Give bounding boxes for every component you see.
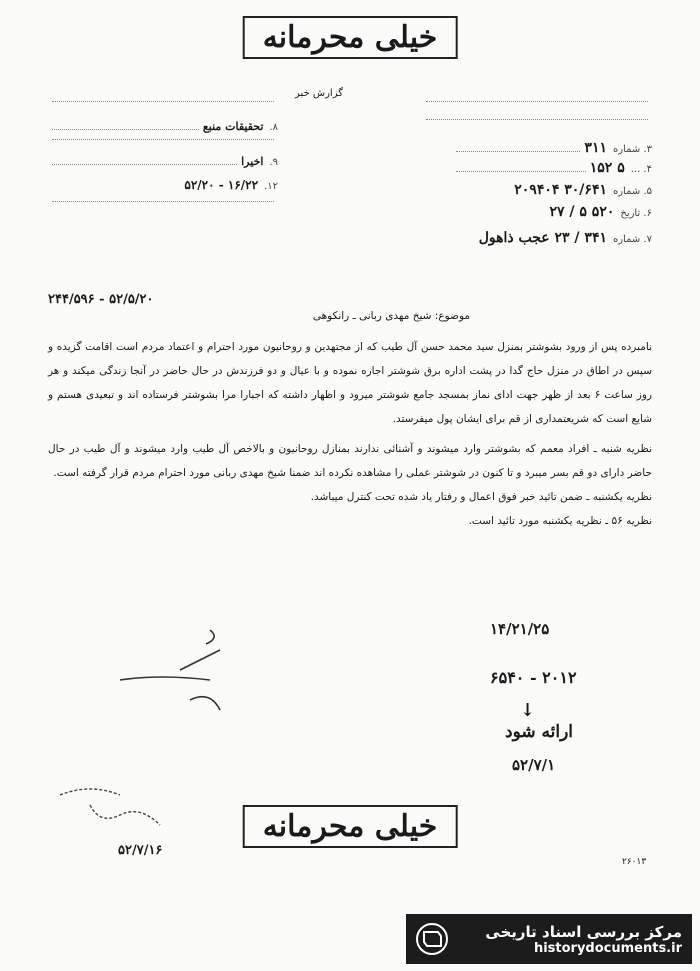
field-row: ۷. شماره ۳۴۱ / ۲۳ عجب ذاهول bbox=[478, 230, 652, 246]
field-row bbox=[422, 118, 652, 120]
field-row: ۸. تحقیقات منبع bbox=[48, 120, 278, 133]
body-paragraph: نامبرده پس از ورود بشوشتر بمنزل سید محمد حسن آل طیب که از مجتهدین و روحانیون مورد احترام و اعتماد مردم است اقامت گزیده و سپس در اطاق در منزل حاج گدا در پشت اداره برق شوشتر اجاره نموده و با عیال و دو فرزندش در حال حاضر در آنجا زندگی میکند و هر روز ساعت ۶ بعد از ظهر جهت ادای نماز بمسجد جامع شوشتر میرود و اظهار داشته که اجبارا مرا بشوشتر فرستاده اند و تبعیدی هستم و شایع است که شریعتمداری از قم برای ایشان پول میفرستد. bbox=[48, 341, 652, 425]
field-row: ۹. اخیرا bbox=[48, 155, 278, 168]
handwritten-archive-date: ۵۲/۷/۱ bbox=[512, 756, 556, 774]
field-row: ۴. ... ۵ ۱۵۲ bbox=[452, 160, 652, 176]
classification-stamp-bottom: خیلی محرمانه bbox=[243, 805, 458, 848]
report-body bbox=[48, 335, 652, 533]
report-header: گزارش خبر bbox=[295, 88, 343, 99]
footer-url: historydocuments.ir bbox=[533, 940, 682, 956]
body-paragraph: نظریه ۵۶ ـ نظریه یکشنبه مورد تائید است. bbox=[468, 515, 652, 527]
field-row: ۱۲. ۱۶/۲۲ - ۵۲/۲۰ bbox=[184, 178, 278, 192]
field-row: ۵. شماره ۳۰/۶۴۱ ۲۰۹۴۰۴ bbox=[514, 182, 652, 198]
field-row bbox=[422, 100, 652, 102]
field-row: ۳. شماره ۳۱۱ bbox=[452, 140, 652, 156]
page-code: ۲۶۰۱۳ bbox=[622, 857, 647, 867]
subject-line: موضوع: شیخ مهدی ربانی ـ رانکوهی bbox=[312, 310, 470, 322]
archive-logo-icon bbox=[414, 921, 450, 957]
signature-scribble bbox=[50, 775, 190, 845]
handwritten-number: ۲۰۱۲ - ۶۵۴۰ bbox=[490, 668, 577, 687]
field-row bbox=[48, 138, 278, 140]
field-row: ۶. تاریخ ۵۲۰ ۵ / ۲۷ bbox=[549, 204, 652, 220]
field-row bbox=[48, 200, 278, 202]
signature-scribble bbox=[100, 620, 260, 730]
source-watermark bbox=[406, 914, 692, 964]
classification-stamp-top: خیلی محرمانه bbox=[243, 16, 458, 59]
body-paragraph: نظریه شنبه ـ افراد معمم که بشوشتر وارد میشوند و آشنائی ندارند بمنازل روحانیون و بالاخص آل طیب وارد میشوند و آل طیب در حال حاضر دارای دو قم بسر میبرد و تا کنون در شوشتر عملی را مشاهده نکرده اند ضمنا شیخ مهدی ربانی مورد احترام مردم قرار گرفته است. bbox=[48, 443, 652, 479]
handwritten-archive-note: ارائه شود bbox=[505, 722, 574, 742]
footer-title: مرکز بررسی اسناد تاریخی bbox=[485, 922, 682, 941]
handwritten-stamp-date: ۱۴/۲۱/۲۵ bbox=[490, 620, 550, 638]
field-row bbox=[48, 100, 278, 102]
reference-number: ۵۲/۵/۲۰ - ۲۴۴/۵۹۶ bbox=[48, 292, 154, 307]
handwritten-margin-date: ۵۲/۷/۱۶ bbox=[118, 843, 163, 858]
down-arrow-icon: ↓ bbox=[520, 700, 536, 721]
body-paragraph: نظریه یکشنبه ـ ضمن تائید خبر فوق اعمال و رفتار یاد شده تحت کنترل میباشد. bbox=[310, 491, 652, 503]
